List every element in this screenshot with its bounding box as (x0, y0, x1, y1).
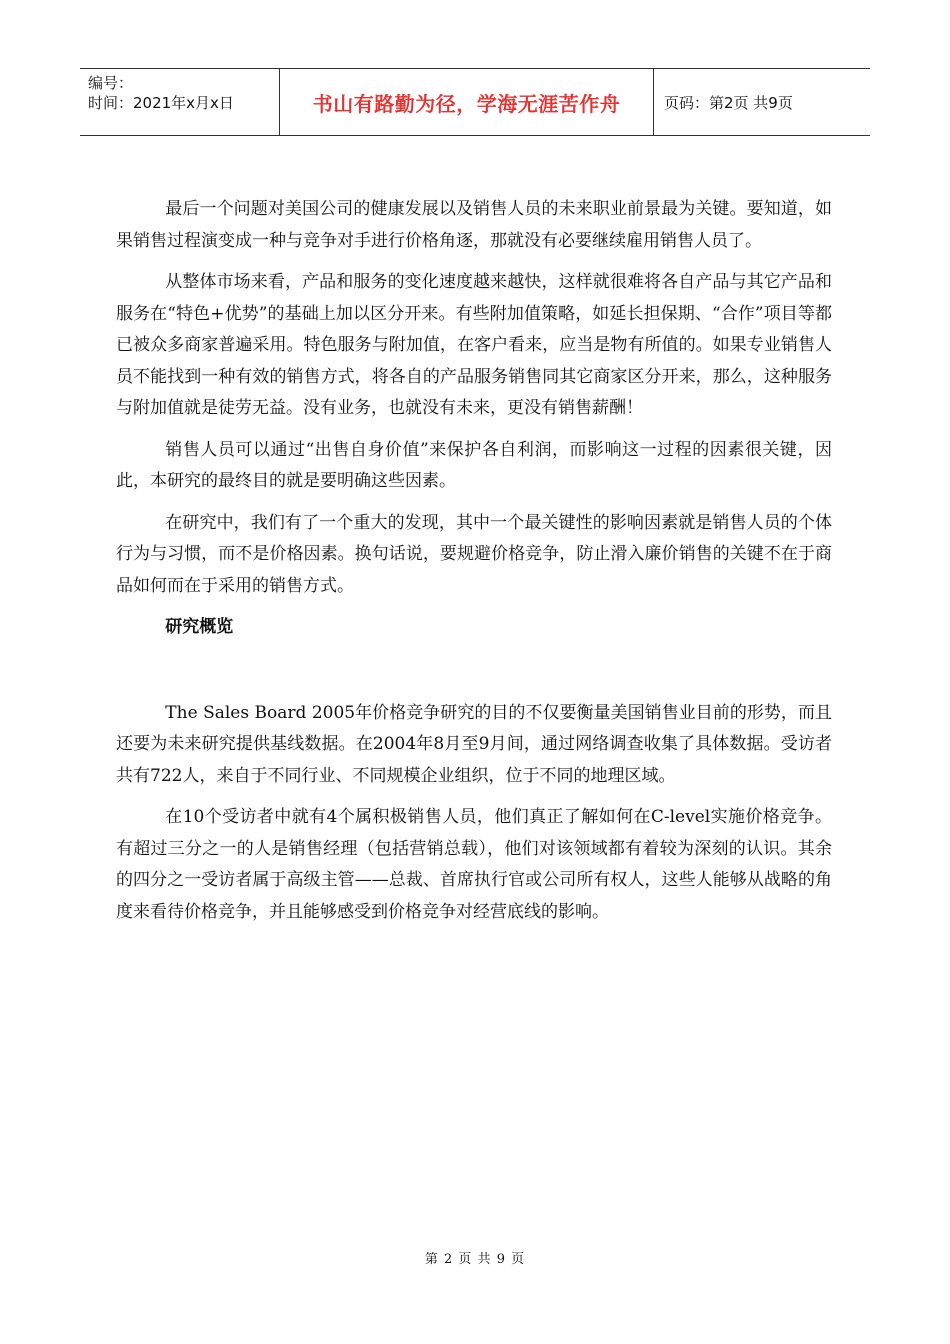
body-paragraph: The Sales Board 2005年价格竞争研究的目的不仅要衡量美国销售业目前的形势，而且还要为未来研究提供基线数据。在2004年8月至9月间，通过网络调查收集了具体数据。受访者共有722人，来自于不同行业、不同规模企业组织，位于不同的地理区域。 (116, 702, 832, 786)
document-number-label: 编号： (88, 74, 134, 92)
section-heading: 研究概览 (165, 617, 234, 637)
header-page-cell (654, 69, 870, 135)
document-date: 时间：2021年x月x日 (88, 94, 234, 112)
body-paragraph: 从整体市场来看，产品和服务的变化速度越来越快，这样就很难将各自产品与其它产品和服务在“特色+优势”的基础上加以区分开来。有些附加值策略，如延长担保期、“合作”项目等都已被众多商家普遍采用。特色服务与附加值，在客户看来，应当是物有所值的。如果专业销售人员不能找到一种有效的销售方式，将各自的产品服务销售同其它商家区分开来，那么，这种服务与附加值就是徒劳无益。没有业务，也就没有未来，更没有销售薪酬！ (116, 272, 832, 418)
body-paragraph: 最后一个问题对美国公司的健康发展以及销售人员的未来职业前景最为关键。要知道，如果销售过程演变成一种与竞争对手进行价格角逐，那就没有必要继续雇用销售人员了。 (116, 199, 832, 251)
header-motto-cell (280, 69, 654, 135)
page-footer: 第 2 页 共 9 页 (424, 1252, 526, 1267)
header-motto: 书山有路勤为径，学海无涯苦作舟 (312, 91, 621, 116)
body-paragraph: 在研究中，我们有了一个重大的发现，其中一个最关键性的影响因素就是销售人员的个体行为与习惯，而不是价格因素。换句话说，要规避价格竞争，防止滑入廉价销售的关键不在于商品如何而在于采用的销售方式。 (116, 512, 832, 596)
header-page-number: 页码：第2页 共9页 (664, 93, 793, 112)
document-body (116, 194, 832, 938)
body-paragraph: 在10个受访者中就有4个属积极销售人员，他们真正了解如何在C-level实施价格竞争。有超过三分之一的人是销售经理（包括营销总载），他们对该领域都有着较为深刻的认识。其余的四分之一受访者属于高级主管——总裁、首席执行官或公司所有权人，这些人能够从战略的角度来看待价格竞争，并且能够感受到价格竞争对经营底线的影响。 (116, 807, 832, 922)
body-paragraph: 销售人员可以通过“出售自身价值”来保护各自利润，而影响这一过程的因素很关键，因此，本研究的最终目的就是要明确这些因素。 (116, 439, 832, 491)
header-meta (80, 69, 280, 135)
page-header (80, 68, 870, 136)
